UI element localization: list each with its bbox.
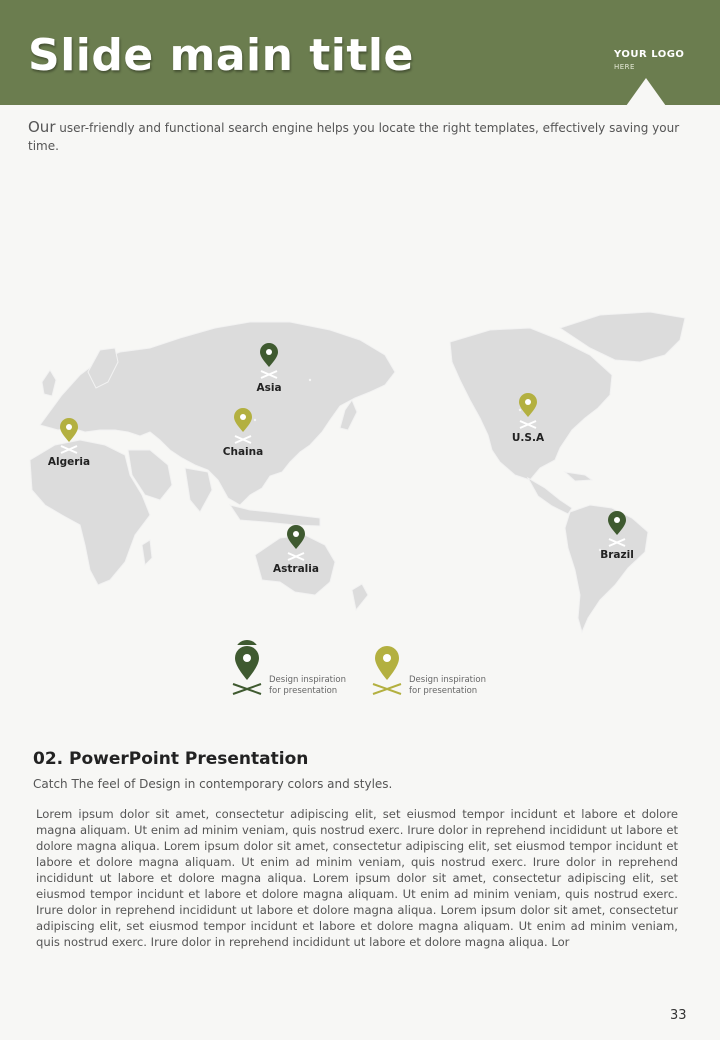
slide-title: Slide main title xyxy=(28,30,414,81)
intro-first-word: Our xyxy=(28,118,56,136)
land-india xyxy=(185,468,212,512)
legend-light-text xyxy=(409,675,486,696)
land-uk xyxy=(42,370,56,396)
page-number: 33 xyxy=(670,1008,687,1023)
section-title: 02. PowerPoint Presentation xyxy=(33,749,309,769)
land-new-zealand xyxy=(352,584,368,610)
map-dot xyxy=(519,409,521,411)
header-notch xyxy=(626,78,666,106)
world-map xyxy=(0,300,720,645)
intro-rest: user-friendly and functional search engine helps you locate the right templates, effectively saving your time. xyxy=(28,121,680,153)
logo-subtext: HERE xyxy=(614,63,635,71)
land-madagascar xyxy=(142,540,152,565)
land-masses xyxy=(30,312,685,632)
legend-dark-pin-icon xyxy=(228,644,268,700)
map-label-astralia: Astralia xyxy=(273,563,319,575)
intro-text xyxy=(28,118,698,155)
legend-dark-line1: Design inspiration xyxy=(269,675,346,685)
legend-dark-line2: for presentation xyxy=(269,685,338,696)
land-indonesia xyxy=(230,505,320,526)
land-south-america xyxy=(565,505,648,632)
land-central-america xyxy=(528,478,572,514)
legend-light-line2: for presentation xyxy=(409,685,478,696)
land-caribbean xyxy=(565,472,592,481)
section-subtitle: Catch The feel of Design in contemporary colors and styles. xyxy=(33,777,393,791)
section-body: Lorem ipsum dolor sit amet, consectetur adipiscing elit, set eiusmod tempor incidunt et labore et dolore magna aliquam. Ut enim ad minim veniam, quis nostrud exerc. Irure dolor in reprehend incididunt ut labore et dolore magna aliqua. Lorem ipsum dolor sit amet, consectetur adipiscing elit, set eiusmod tempor incidunt et labore et dolore magna aliquam. Ut enim ad minim veniam, quis nostrud exerc. Irure dolor in reprehend incididunt ut labore et dolore magna aliqua. Lorem ipsum dolor sit amet, consectetur adipiscing elit, set eiusmod tempor incidunt et labore et dolore magna aliquam. Ut enim ad minim veniam, quis nostrud exerc. Irure dolor in reprehend incididunt ut labore et dolore magna aliqua. Lorem ipsum dolor sit amet, consectetur adipiscing elit, set eiusmod tempor incidunt et labore et dolore magna aliquam. Ut enim ad minim veniam, quis nostrud exerc. Irure dolor in reprehend incididunt ut labore et dolore magna aliqua. Lor xyxy=(36,807,678,949)
world-map-graphic xyxy=(0,300,720,645)
map-dot xyxy=(309,379,311,381)
map-label-asia: Asia xyxy=(256,382,282,394)
map-label-algeria: Algeria xyxy=(47,456,91,468)
map-label-usa: U.S.A xyxy=(511,432,545,444)
legend-dark-text xyxy=(269,675,346,696)
legend-light-pin-icon xyxy=(368,644,408,700)
map-dot xyxy=(254,419,256,421)
map-label-chaina: Chaina xyxy=(222,446,264,458)
header-bar xyxy=(0,0,720,105)
map-label-brazil: Brazil xyxy=(600,549,634,561)
logo-text: YOUR LOGO xyxy=(614,49,685,60)
legend-light-line1: Design inspiration xyxy=(409,675,486,685)
